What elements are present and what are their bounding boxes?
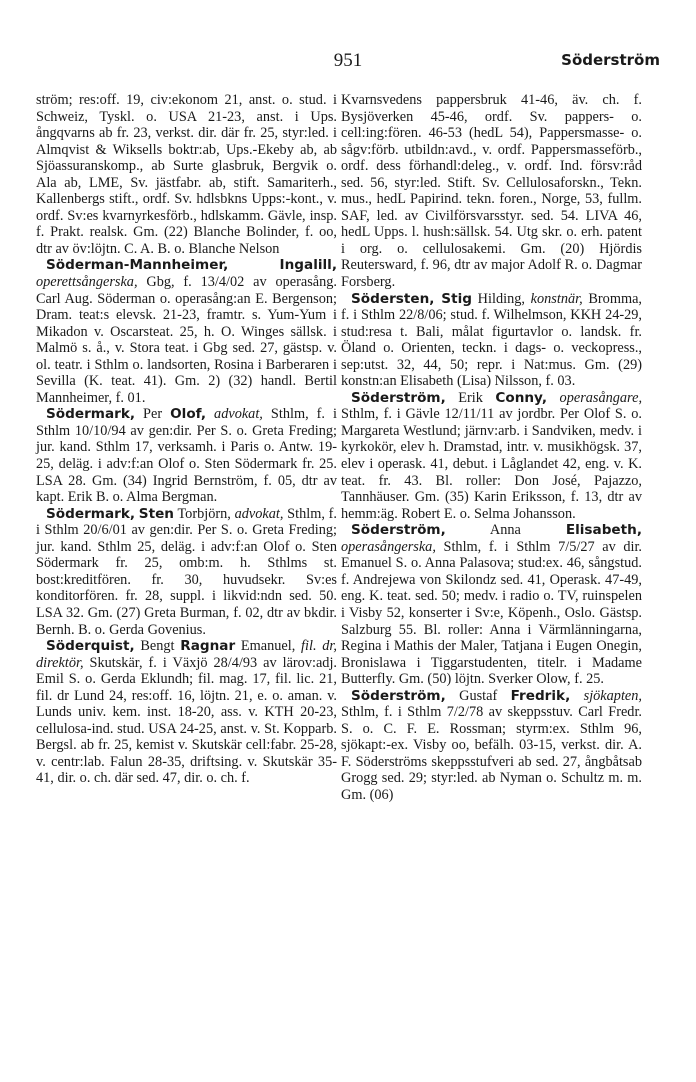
entry-occupation: operettsångerska, bbox=[36, 274, 138, 291]
entry-called-name: Ragnar bbox=[180, 638, 236, 655]
entry-occupation: fil. dr, direktör, bbox=[36, 638, 337, 671]
entry-text: Bromma, f. i Sthlm 22/8/06; stud. f. Wilhelmson, KKH 24-29, stud:resa t. Bali, målat figurtavlor o. landsk. fr. Öland o. Orienten, teckn. i dags- o. veckopress., sep:utst. 32, 44, 50; repr. i Nat:mus. Gm. (29) konstn:an Elisabeth (Lisa) Nilsson, f. 03. bbox=[341, 290, 642, 390]
entry-occupation: advokat, bbox=[214, 406, 263, 423]
page-header bbox=[36, 50, 660, 74]
entry-occupation: operasångare, bbox=[559, 389, 643, 406]
entry-name: Södermark, bbox=[46, 505, 136, 522]
entry-text: Sthlm, f. i Sthlm 20/6/01 av gen:dir. Per S. o. Greta Freding; jur. kand. Sthlm 25, deläg. i adv:f:an Olof o. Sten Södermark fr. 25, omb:m. h. Sthlms st. bost:kreditfören. fr. 30, huvudsekr. Sv:es konditorfören. fr. 28, suppl. i likvid:ndn sed. 50. LSA 32. Gm. (27) Greta Burman, f. 02, dtr av bkdir. Bernh. B. o. Gerda Govenius. bbox=[36, 505, 337, 638]
entry-given-names-2: Torbjörn, bbox=[173, 505, 235, 522]
page-number: 951 bbox=[333, 50, 363, 71]
entry-called-name: Conny, bbox=[495, 389, 548, 406]
entry bbox=[36, 257, 337, 406]
entry-given-names-2: Emanuel, bbox=[235, 638, 302, 655]
entry-name: Söderman-Mannheimer, Ingalill, bbox=[46, 257, 337, 274]
entry-called-name: Fredrik, bbox=[510, 687, 571, 704]
left-column bbox=[36, 92, 337, 787]
entry bbox=[341, 291, 642, 390]
entry-continuation bbox=[341, 92, 642, 291]
entry-occupation: operasångerska, bbox=[341, 538, 436, 555]
entry-name: Söderström, bbox=[351, 687, 446, 704]
entry-text: Sthlm, f. i Sthlm 7/2/78 av skeppsstuv. Carl Fredr. S. o. C. F. E. Rossman; styrm:ex. Sthlm 96, sjökapt:-ex. Visby oo, befälh. 03-15, verkst. dir. A. F. Söderströms skeppsstufveri ab sed. 27, ångbåtsab Grogg sed. 29; styr:led. ab Nyman o. Schultz m. m. Gm. (06) bbox=[341, 704, 642, 803]
entry bbox=[36, 406, 337, 505]
entry-given-names: Erik bbox=[445, 389, 496, 406]
entry-text: Kvarnsvedens pappersbruk 41-46, äv. ch. f. Bysjöverken 45-46, ordf. Sv. pappers- o. cell:ing:fören. 46-53 (hedL 54), Pappersmasse- o. sågv:förb. utbildn:avd., v. ordf. Pappersmasseförb., ordf. dess förhandl:deleg., v. ordf. Ind. försv:råd sed. 56, styr:led. Stift. Sv. Cellulosaforskn., Tekn. mus., hedL Papirind. tekn. foren., Norge, 53, fullm. SAF, led. av Civilförsvarsstyr. sed. 54. LIVA 46, hedL Upps. l. hush:sällsk. 54. Utg skr. o. erh. patent i org. o. cellulosakemi. Gm. (20) Hjördis Reutersward, f. 96, dtr av major Adolf R. o. Dagmar Forsberg. bbox=[341, 92, 642, 291]
entry-name: Södersten, Stig bbox=[351, 290, 472, 307]
entry-text: Sthlm, f. i Gävle 12/11/11 av jordbr. Per Olof S. o. Margareta Westlund; järnv:arb. i Sandviken, medv. i kyrkokör, elev h. Dramstad, intr. v. musikhögsk. 37, elev i operask. 41, debut. i Låglandet 42, eng. v. K. teat. fr. 43. Bl. roller: Don José, Pajazzo, Tannhäuser. Gm. (35) Karin Eriksson, f. 13, dtr av hemm:äg. Robert E. o. Selma Johansson. bbox=[341, 406, 642, 522]
entry bbox=[341, 390, 642, 522]
entry-called-name: Elisabeth, bbox=[565, 522, 642, 539]
entry-given-names-2 bbox=[547, 390, 560, 406]
entry-given-names: Anna bbox=[445, 522, 566, 539]
entry-text: Gbg, f. 13/4/02 av operasång. Carl Aug. Söderman o. operasång:an E. Bergenson; Dram. teat:s elevsk. 21-23, framtr. s. Yum-Yum i Mikadon v. Oscarsteat. 25, h. O. Winges sällsk. i Malmö s. å., v. Stora teat. i Gbg sed. 27, gästsp. v. ol. teatr. i Sthlm o. landsorten, Rosina i Barberaren i Sevilla (K. teat. 41). Gm. 2) (32) handl. Bertil Mannheimer, f. 01. bbox=[36, 274, 337, 406]
entry bbox=[341, 688, 642, 804]
entry bbox=[36, 638, 337, 787]
entry-text: Sthlm, f. i Sthlm 10/10/94 av gen:dir. Per S. o. Greta Freding; jur. kand. Sthlm 17, verksamh. i Paris o. Antw. 19-25, deläg. i adv:f:an Olof o. Sten Södermark fr. 25. LSA 28. Gm. (34) Ingrid Bernström, f. 05, dtr av kapt. Erik B. o. Alma Bergman. bbox=[36, 406, 337, 506]
entry-name: Söderström, bbox=[351, 389, 446, 406]
entry bbox=[36, 506, 337, 638]
entry-occupation: advokat, bbox=[234, 505, 284, 522]
entry-text: Sthlm, f. i Sthlm 7/5/27 av dir. Emanuel S. o. Anna Palasova; stud:ex. 46, sångstud. f. Andrejewa von Skilondz sed. 41, Operask. 47-49, eng. K. teat. sed. 50; medv. i radio o. TV, ruinspelen i Visby 52, konserter i Sv:e, Köpenh., Oslo. Gästsp. Salzburg 55. Bl. roller: Anna i Värmlänningarna, Regina i Mathis der Maler, Tatjana i Eugen Onegin, Bronislawa i Tiggarstudenten, titelr. i Madame Butterfly. Gm. (50) löjtn. Sverker Olow, f. 25. bbox=[341, 538, 642, 688]
entry bbox=[341, 522, 642, 687]
entry-name: Söderström, bbox=[351, 522, 446, 539]
entry-called-name: Olof, bbox=[170, 406, 207, 423]
entry-continuation bbox=[36, 92, 337, 257]
entry-text: Skutskär, f. i Växjö 28/4/93 av lärov:adj. Emil S. o. Gerda Eklundh; fil. mag. 17, fil. lic. 21, fil. dr Lund 24, res:off. 16, löjtn. 21, e. o. aman. v. Lunds univ. kem. inst. 18-20, ass. v. KTH 20-23, cellulosa-ind. stud. USA 24-25, anst. v. St. Kopparb. Bergsl. ab fr. 25, kemist v. Skutskär cell:fabr. 25-28, v. centr:lab. Falun 28-35, driftsing. v. Skutskär 35-41, dir. o. ch. där sed. 47, dir. o. ch. f. bbox=[36, 654, 337, 787]
entry-given-names: Per bbox=[135, 406, 171, 423]
entry-occupation: konstnär, bbox=[530, 290, 583, 307]
entry-name: Söderquist, bbox=[46, 638, 135, 655]
entry-given-names: Gustaf bbox=[445, 687, 511, 704]
entry-text: ström; res:off. 19, civ:ekonom 21, anst. o. stud. i Schweiz, Tyskl. o. USA 21-23, anst. i Ups. ångqvarns ab fr. 23, verkst. dir. där fr. 25, styr:led. i Almqvist & Wiksells boktr:ab, Ups.-Ekeby ab, ab Sjöassuranskomp., ab Surte glasbruk, Bergvik o. Ala ab, LME, Sv. jästfabr. ab, stift. Samariterh., Kallenbergs stift., ordf. Sv. hdlsbkns Upps:-kont., v. ordf. Sv:es kvarnyrkesförb., hdlskamm. Gävle, insp. f. Prakt. realsk. Gm. (22) Blanche Bolinder, f. oo, dtr av öv:löjtn. C. A. B. o. Blanche Nelson bbox=[36, 92, 337, 257]
entry-name: Södermark, bbox=[46, 406, 136, 423]
entry-given-names-2 bbox=[570, 688, 583, 704]
entry-given-names: Hilding, bbox=[471, 290, 531, 307]
entry-given-names: Bengt bbox=[134, 638, 181, 655]
entry-occupation: sjökapten, bbox=[583, 687, 642, 704]
entry-called-name: Sten bbox=[138, 505, 174, 522]
right-column bbox=[341, 92, 642, 804]
running-head: Söderström bbox=[561, 51, 660, 69]
